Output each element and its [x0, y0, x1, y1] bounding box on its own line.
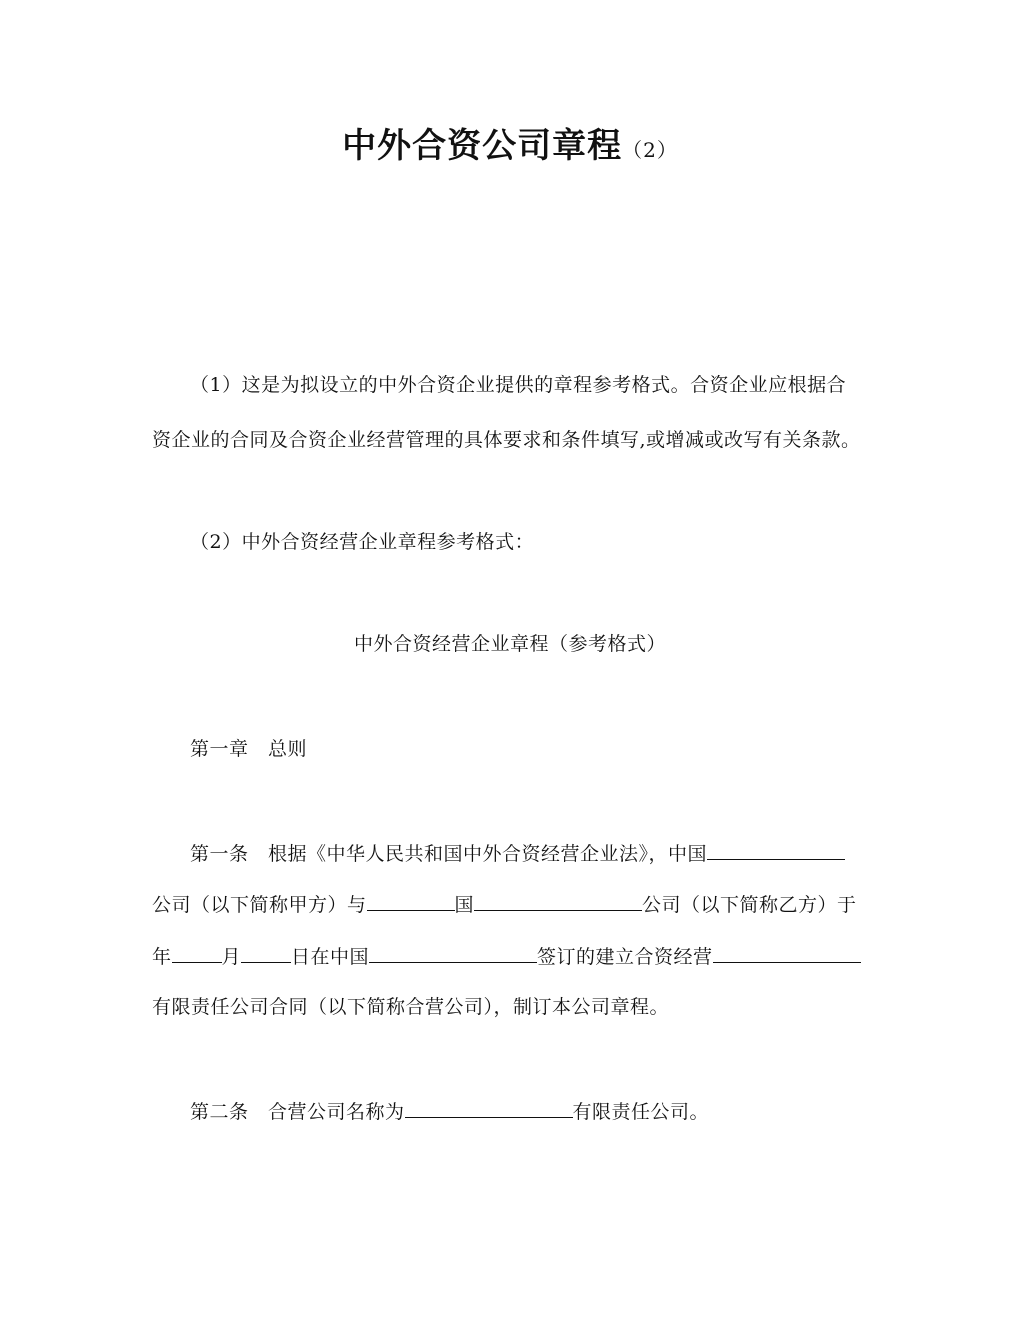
doc-subtitle: 中外合资经营企业章程（参考格式）: [353, 633, 666, 655]
fill-in-blank[interactable]: [369, 944, 537, 963]
title-main: 中外合资公司章程: [342, 126, 623, 166]
article-1-text: 月: [221, 946, 242, 968]
article-1-text: 第一条 根据《中华人民共和国中外合资经营企业法》，中国: [190, 843, 708, 865]
note-1-line-2: 资企业的合同及合资企业经营管理的具体要求和条件填写,或增减或改写有关条款。: [152, 429, 861, 451]
fill-in-blank[interactable]: [367, 892, 455, 911]
article-1-line-2: [152, 892, 857, 917]
article-1-text: 年: [152, 946, 172, 968]
fill-in-blank[interactable]: [172, 944, 222, 963]
note-1-line-1: （1）这是为拟设立的中外合资企业提供的章程参考格式。合资企业应根据合: [190, 374, 847, 396]
fill-in-blank[interactable]: [405, 1099, 573, 1118]
article-2-text: 第二条 合营公司名称为: [190, 1101, 405, 1123]
article-1-text: 公司（以下简称乙方）于: [642, 894, 857, 916]
article-1-text: 公司（以下简称甲方）与: [152, 894, 367, 916]
chapter-heading: 第一章 总则: [190, 738, 308, 760]
article-2: [190, 1099, 709, 1124]
article-1-text: 国: [454, 894, 475, 916]
document-title: [0, 124, 1020, 172]
article-1-line-3: [152, 944, 861, 969]
fill-in-blank[interactable]: [707, 841, 845, 860]
article-1-text: 签订的建立合资经营: [537, 946, 713, 968]
article-1-line-4: 有限责任公司合同（以下简称合营公司），制订本公司章程。: [152, 996, 670, 1018]
article-2-text: 有限责任公司。: [572, 1101, 710, 1123]
note-2: （2）中外合资经营企业章程参考格式：: [190, 531, 535, 553]
title-suffix: （2）: [622, 138, 678, 162]
fill-in-blank[interactable]: [241, 944, 291, 963]
fill-in-blank[interactable]: [713, 944, 861, 963]
article-1-text: 日在中国: [291, 946, 370, 968]
fill-in-blank[interactable]: [474, 892, 642, 911]
article-1-line-1: [190, 841, 845, 866]
